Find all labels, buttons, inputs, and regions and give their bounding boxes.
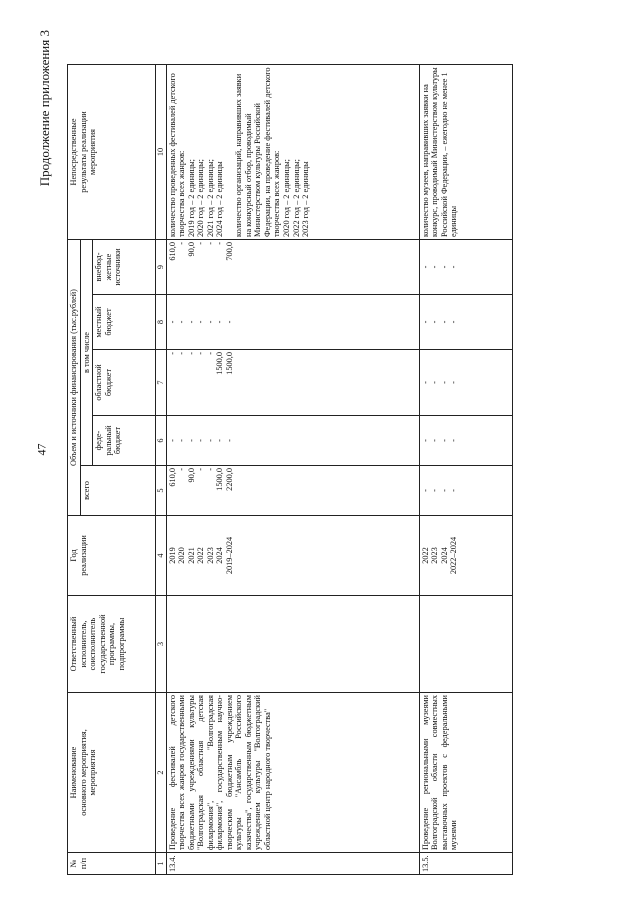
continuation-label: Продолжение приложения 3 [37, 30, 52, 187]
program-activities-table [67, 64, 513, 875]
header-name: Наименование основного мероприятия, мероприятия [68, 693, 156, 853]
col-number: 9 [156, 240, 167, 295]
header-financing: Объем и источники финансирования (тыс.рублей) [68, 240, 81, 516]
col-number: 2 [156, 693, 167, 853]
header-results: Непосредственные результаты реализации мероприятия [68, 65, 156, 240]
activity-executor [166, 596, 419, 693]
financing-regional: - - - - - 1500,0 1500,0 [166, 350, 419, 416]
col-number: 1 [156, 853, 167, 875]
col-number: 4 [156, 516, 167, 596]
row-number: 13.4. [166, 853, 419, 875]
activity-years: 2022 2023 2024 2022–2024 [419, 516, 512, 596]
table-row [419, 65, 512, 875]
header-num: № п/п [68, 853, 156, 875]
financing-regional: - - - - [419, 350, 512, 416]
header-total: всего [80, 466, 156, 516]
page-number: 47 [34, 443, 49, 456]
header-local: местный бюджет [93, 295, 156, 350]
financing-extrabudget: - - - - [419, 240, 512, 295]
col-number: 8 [156, 295, 167, 350]
col-number: 10 [156, 65, 167, 240]
activity-name: Проведение региональными музеями Волгоградской области совместных выставочных проектов с федеральными музеями [419, 693, 512, 853]
header-including: в том числе [80, 240, 93, 466]
table-row [166, 65, 419, 875]
header-year: Год реализации [68, 516, 156, 596]
col-number: 3 [156, 596, 167, 693]
col-number: 5 [156, 466, 167, 516]
header-extrabudget: внебюд- жетные источники [93, 240, 156, 295]
financing-local: - - - - [419, 295, 512, 350]
financing-extrabudget: 610,0 - 90,0 - - - 700,0 [166, 240, 419, 295]
activity-executor [419, 596, 512, 693]
financing-total: - - - - [419, 466, 512, 516]
activity-name: Проведение фестивалей детского творчества всех жанров государственными бюджетными учреждениями культуры "Волгоградская областная детская филармония", "Волгоградская филармония", государственным научно-творческим бюджетным учреждением культуры "Ансамбль Российского казачества", государственным бюджетным учреждением культуры "Волгоградский областной центр народного творчества" [166, 693, 419, 853]
col-number: 7 [156, 350, 167, 416]
header-federal: феде- ральный бюджет [93, 416, 156, 466]
activity-years: 2019 2020 2021 2022 2023 2024 2019–2024 [166, 516, 419, 596]
header-executor: Ответственный исполнитель, соисполнитель государственной программы, подпрограммы [68, 596, 156, 693]
rotated-page-content [25, 30, 605, 875]
activity-results: количество проведенных фестивалей детского творчества всех жанров: 2019 год – 2 единицы; 2020 год – 2 единицы; 2021 год – 2 единицы; 2024 год – 2 единицы количество организаций, направивших заявки на конкурсный отбор, проводимый Министерством культуры Российской Федерации, на проведение фестивалей детского творчества всех жанров: 2020 год – 2 единицы; 2022 год – 2 единицы; 2023 год – 2 единицы [166, 65, 419, 240]
financing-local: - - - - - - - [166, 295, 419, 350]
column-numbers-row [156, 65, 167, 875]
row-number: 13.5. [419, 853, 512, 875]
financing-total: 610,0 - 90,0 - - 1500,0 2200,0 [166, 466, 419, 516]
activity-results: количество музеев, направивших заявки на конкурс, проводимый Министерством культуры Российской Федерации, – ежегодно не менее 1 единицы [419, 65, 512, 240]
col-number: 6 [156, 416, 167, 466]
financing-federal: - - - - - - - [166, 416, 419, 466]
financing-federal: - - - - [419, 416, 512, 466]
header-regional: областной бюджет [93, 350, 156, 416]
